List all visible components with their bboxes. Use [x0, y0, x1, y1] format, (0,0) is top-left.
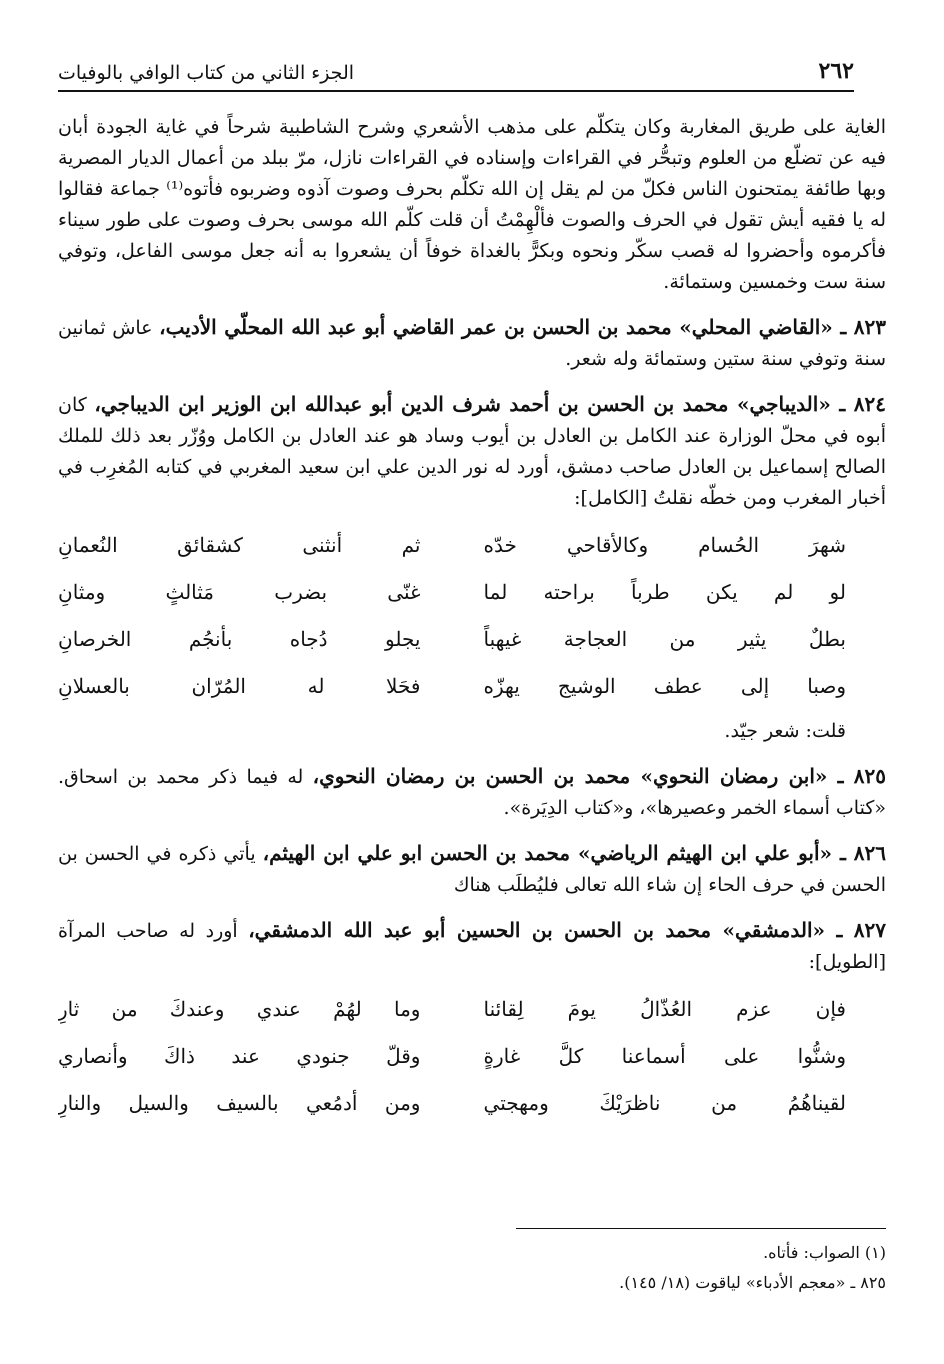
poem-hemistich-first: لقيناهُمُ من ناظرَيْكَ ومهجتي: [483, 1091, 846, 1115]
poem-line: [58, 1080, 886, 1127]
entry-824-title: ٨٢٤ ـ «الديباجي» محمد بن الحسن بن أحمد شرف الدين أبو عبدالله ابن الوزير ابن الديباجي،: [94, 392, 887, 416]
footnotes: [58, 1238, 886, 1298]
footnote-825: ٨٢٥ ـ «معجم الأدباء» لياقوت (١٨/ ١٤٥).: [619, 1273, 886, 1292]
poem-hemistich-second: وما لهُمْ عندي وعندكَ من ثارِ: [58, 997, 421, 1021]
entry-825-body: له فيما ذكر محمد بن اسحاق. «كتاب أسماء الخمر وعصيرها»، و«كتاب الدِيَرة».: [58, 766, 886, 819]
poem-hemistich-first: شهرَ الحُسام وكالأقاحي خدّه: [483, 533, 846, 557]
entry-827-body: أورد له صاحب المرآة [الطويل]:: [58, 920, 886, 973]
poem-824: [58, 522, 886, 710]
poem-hemistich-first: بطلٌ يثير من العجاجة غيهباً: [483, 627, 846, 651]
poem-827: [58, 986, 886, 1127]
footnote-divider: [516, 1228, 886, 1229]
poem-line: [58, 1033, 886, 1080]
poem-hemistich-first: وشنُّوا على أسماعنا كلَّ غارةٍ: [483, 1044, 846, 1068]
entry-823-body: عاش ثمانين سنة وتوفي سنة ستين وستمائة وله شعر.: [58, 317, 886, 370]
poem-line: [58, 986, 886, 1033]
poem-hemistich-first: لو لم يكن طرباً براحته لما: [483, 580, 846, 604]
entry-823-title: ٨٢٣ ـ «القاضي المحلي» محمد بن الحسن بن عمر القاضي أبو عبد الله المحلّي الأديب،: [159, 315, 886, 339]
poem-hemistich-second: غنّى بضرب مَثالثٍ ومثانِ: [58, 580, 421, 604]
poem-hemistich-first: فإن عزم العُذّالُ يومَ لِقائنا: [483, 997, 846, 1021]
poem-line: [58, 663, 886, 710]
poem-hemistich-second: يجلو دُجاه بأنجُم الخرصانِ: [58, 627, 421, 651]
entry-826-body: يأتي ذكره في الحسن بن الحسن في حرف الحاء إن شاء الله تعالى فليُطلَب هناك: [58, 843, 886, 896]
poem-hemistich-second: فحَلا له المُرّان بالعسلانِ: [58, 674, 421, 698]
page-number: ٢٦٢: [818, 58, 854, 84]
entry-827-title: ٨٢٧ ـ «الدمشقي» محمد بن الحسن بن الحسين أبو عبد الله الدمشقي،: [248, 918, 887, 942]
poem-hemistich-second: وقلّ جنودي عند ذاكَ وأنصاري: [58, 1044, 421, 1068]
page-body: [58, 112, 886, 1133]
poem-line: [58, 522, 886, 569]
poem-line: [58, 616, 886, 663]
entry-824: [58, 389, 886, 514]
poem-hemistich-first: وصبا إلى عطف الوشيج يهزّه: [483, 674, 846, 698]
entry-824-body: كان أبوه في محلّ الوزارة عند الكامل بن العادل بن أيوب وساد هو عند العادل بن الكامل ووُزّر بعد ذلك للملك الصالح إسماعيل بن العادل صاحب دمشق، أورد له نور الدين علي ابن سعيد المغربي في كتابه المُغرِب في أخبار المغرب ومن خطّه نقلتُ [الكامل]:: [58, 394, 886, 509]
poem-hemistich-second: ثم أنثنى كشقائق النُعمانِ: [58, 533, 421, 557]
page-header: [58, 52, 854, 92]
entry-825: [58, 761, 886, 824]
entry-824-note: قلت: شعر جيّد.: [724, 720, 846, 742]
entry-825-title: ٨٢٥ ـ «ابن رمضان النحوي» محمد بن الحسن بن رمضان النحوي،: [312, 764, 886, 788]
entry-826-title: ٨٢٦ ـ «أبو علي ابن الهيثم الرياضي» محمد بن الحسن ابو علي ابن الهيثم،: [262, 841, 886, 865]
entry-826: [58, 838, 886, 901]
running-title: الجزء الثاني من كتاب الوافي بالوفيات: [58, 62, 355, 84]
entry-827: [58, 915, 886, 978]
poem-hemistich-second: ومن أدمُعي بالسيف والسيل والنارِ: [58, 1091, 421, 1115]
footnote-1: (١) الصواب: فأتاه.: [763, 1243, 886, 1262]
continued-paragraph: الغاية على طريق المغاربة وكان يتكلّم على مذهب الأشعري وشرح الشاطبية شرحاً في غاية الجودة أبان فيه عن تضلّع من العلوم وتبحُّر في القراءات وإسناده في القراءات نازل، مرّ ببلد من أعمال الديار المصرية وبها طائفة يمتحنون الناس فكلّ من لم يقل إن الله تكلّم بحرف وصوت آذوه وضربوه فأتوه⁽¹⁾ جماعة فقالوا له يا فقيه أيش تقول في الحرف والصوت فألْهِمْتُ أن قلت كلّم الله موسى بحرف وصوت على طور سيناء فأكرموه وأحضروا له قصب سكّر ونحوه وبكرًّ بالغداة خوفاً أن يشعروا به أنه جعل موسى الفاعل، وتوفي سنة ست وخمسين وستمائة.: [58, 116, 887, 293]
entry-823: [58, 312, 886, 375]
poem-line: [58, 569, 886, 616]
